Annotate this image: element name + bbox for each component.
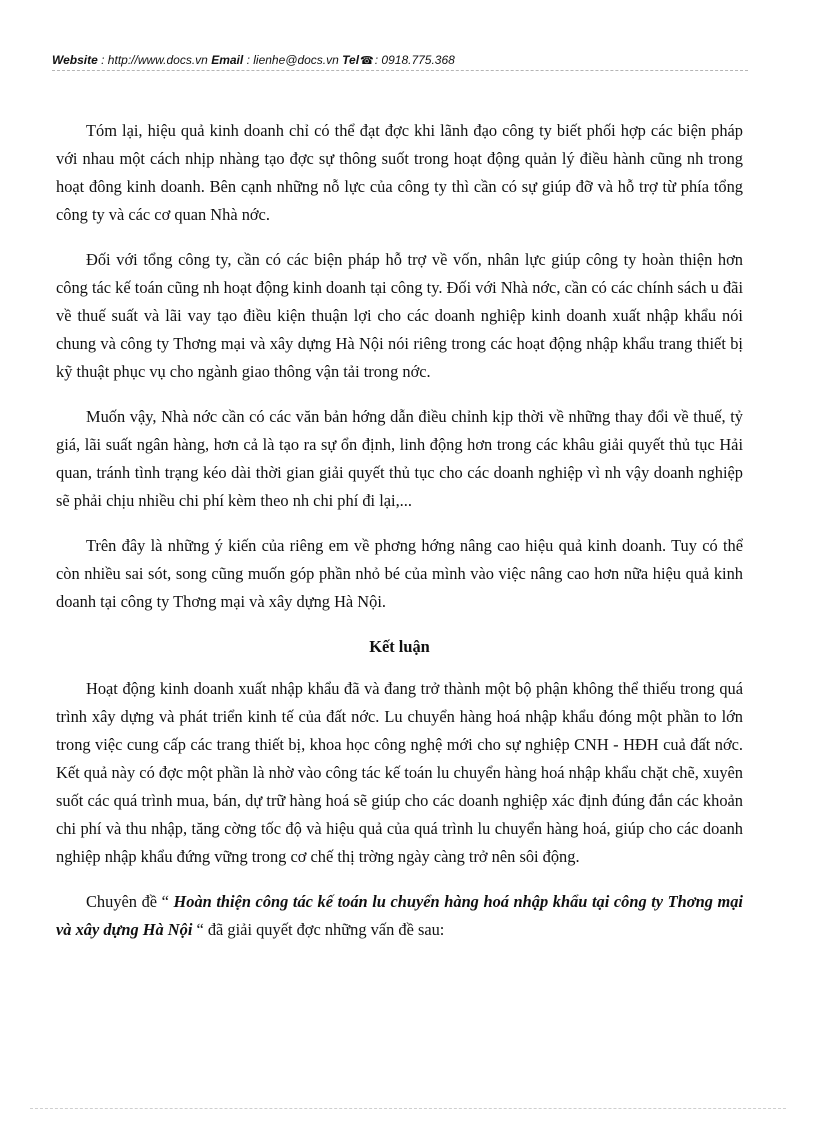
tel-number: : 0918.775.368 — [374, 53, 455, 67]
website-url[interactable]: : http://www.docs.vn — [101, 53, 208, 67]
paragraph-summary: Tóm lại, hiệu quả kinh doanh chỉ có thể đạt đợc khi lãnh đạo công ty biết phối hợp các biện pháp với nhau một cách nhịp nhàng tạo đợc sự thông suốt trong hoạt động quản lý điều hành cũng nh trong hoạt đông kinh doanh. Bên cạnh những nỗ lực của công ty thì cần có sự giúp đỡ và hỗ trợ từ phía tổng công ty và các cơ quan Nhà nớc. — [56, 121, 743, 224]
header-divider — [52, 70, 748, 71]
section-heading-conclusion: Kết luận — [369, 637, 430, 656]
paragraph-conclusion: Hoạt động kinh doanh xuất nhập khẩu đã và đang trở thành một bộ phận không thể thiếu trong quá trình xây dựng và phát triển kinh tế của đất nớc. Lu chuyển hàng hoá nhập khẩu đóng một phần to lớn trong việc cung cấp các trang thiết bị, khoa học công nghệ mới cho sự nghiệp CNH - HĐH cuả đất nớc. Kết quả này có đợc một phần là nhờ vào công tác kế toán lu chuyển hàng hoá nhập khẩu chặt chẽ, xuyên suốt các quá trình mua, bán, dự trữ hàng hoá sẽ giúp cho các doanh nghiệp xác định đúng đắn các khoản chi phí và thu nhập, tăng cờng tốc độ và hiệu quả của quá trình lu chuyển hàng hoá, giúp cho các doanh nghiệp nhập khẩu đứng vững trong cơ chế thị trờng ngày càng trở nên sôi động. — [56, 679, 743, 866]
page-header — [52, 52, 748, 69]
website-label: Website — [52, 53, 98, 67]
thesis-suffix: “ đã giải quyết đợc những vấn đề sau: — [192, 920, 445, 939]
tel-label: Tel — [342, 53, 360, 67]
email-address[interactable]: : lienhe@docs.vn — [246, 53, 339, 67]
paragraph-personal-opinion: Trên đây là những ý kiến của riêng em về phơng hớng nâng cao hiệu quả kinh doanh. Tuy có thể còn nhiều sai sót, song cũng muốn góp phần nhỏ bé của mình vào việc nâng cao hơn nữa hiệu quả kinh doanh tại công ty Thơng mại và xây dựng Hà Nội. — [56, 536, 743, 611]
paragraph-corporate-support: Đối với tổng công ty, cần có các biện pháp hỗ trợ về vốn, nhân lực giúp công ty hoàn thiện hơn công tác kế toán cũng nh hoạt động kinh doanh tại công ty. Đối với Nhà nớc, cần có các chính sách u đãi về thuế suất và lãi vay tạo điều kiện thuận lợi cho các doanh nghiệp kinh doanh xuất nhập khẩu nói chung và công ty Thơng mại và xây dựng Hà Nội nói riêng trong các hoạt động nhập khẩu trang thiết bị kỹ thuật phục vụ cho ngành giao thông vận tải trong nớc. — [56, 250, 743, 381]
footer-divider — [30, 1108, 786, 1109]
email-label: Email — [211, 53, 244, 67]
paragraph-thesis-topic — [56, 888, 743, 944]
phone-icon: ☎ — [360, 55, 374, 67]
thesis-title: Hoàn thiện công tác kế toán lu chuyển hàng hoá nhập khẩu tại công ty Thơng mại và xây dựng Hà Nội — [56, 892, 743, 939]
paragraph-state-policy: Muốn vậy, Nhà nớc cần có các văn bản hớng dẫn điều chỉnh kịp thời về những thay đổi về thuế, tỷ giá, lãi suất ngân hàng, hơn cả là tạo ra sự ổn định, linh động hơn trong các khâu giải quyết thủ tục Hải quan, tránh tình trạng kéo dài thời gian giải quyết thủ tục cho các doanh nghiệp vì nh vậy doanh nghiệp sẽ phải chịu nhiều chi phí kèm theo nh chi phí đi lại,... — [56, 407, 743, 510]
thesis-prefix: Chuyên đề “ — [86, 892, 174, 911]
document-body — [56, 117, 743, 961]
